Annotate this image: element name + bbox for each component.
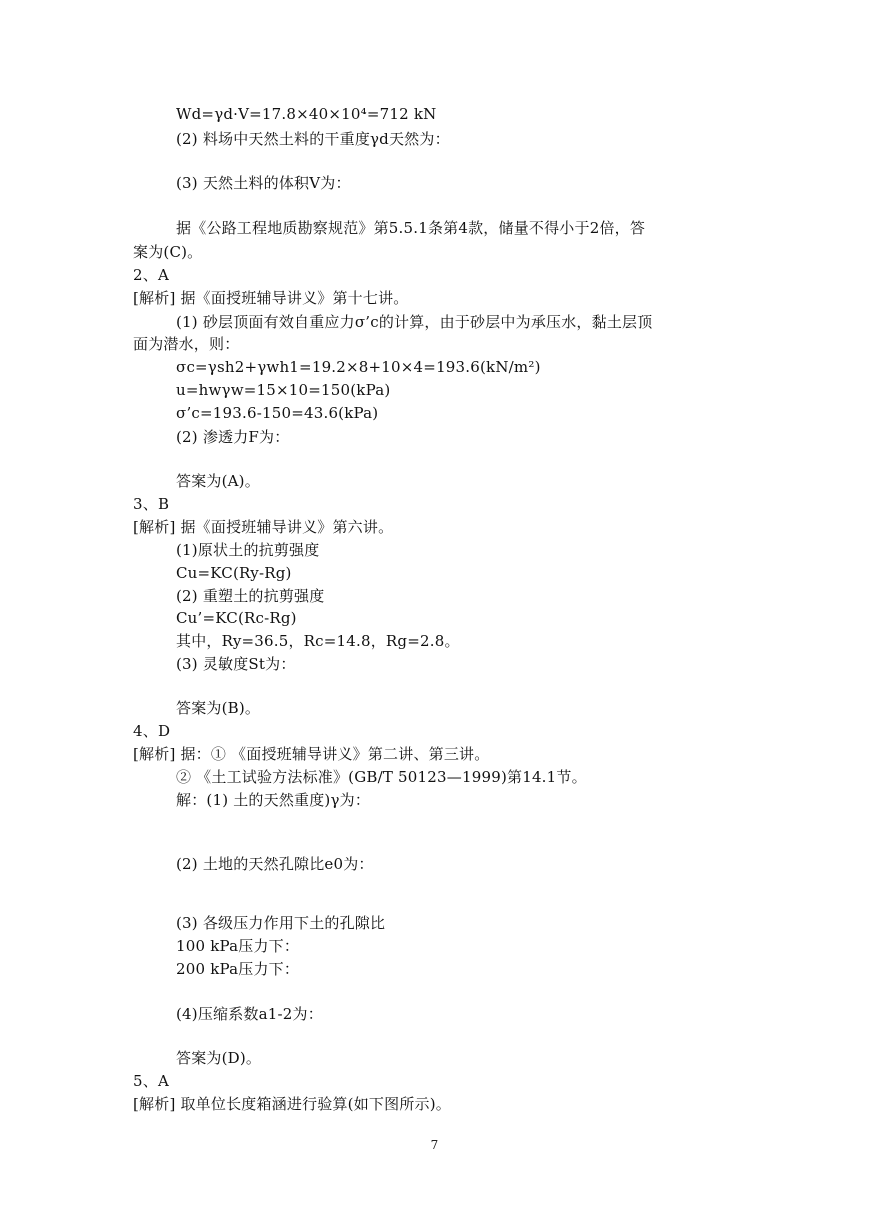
text-line: (1) 砂层顶面有效自重应力σ’c的计算，由于砂层中为承压水，黏土层顶 xyxy=(176,313,653,331)
text-line: (2) 料场中天然土料的干重度γd天然为： xyxy=(176,130,450,148)
answer-line: 答案为(D)。 xyxy=(176,1049,262,1067)
text-line: 面为潜水，则： xyxy=(133,335,240,353)
text-line: 其中，Ry=36.5，Rc=14.8，Rg=2.8。 xyxy=(176,632,460,650)
text-line: (1)原状土的抗剪强度 xyxy=(176,541,320,559)
analysis-heading: [解析] 据《面授班辅导讲义》第十七讲。 xyxy=(133,289,409,307)
question-number: 5、A xyxy=(133,1072,169,1090)
formula-line: σc=γsh2+γwh1=19.2×8+10×4=193.6(kN/m²) xyxy=(176,358,541,376)
text-line: ② 《土工试验方法标准》(GB/T 50123—1999)第14.1节。 xyxy=(176,768,587,786)
question-number: 2、A xyxy=(133,266,169,284)
answer-line: 答案为(A)。 xyxy=(176,472,260,490)
text-line: Wd=γd·V=17.8×40×10⁴=712 kN xyxy=(176,105,437,123)
formula-line: σ’c=193.6-150=43.6(kPa) xyxy=(176,404,379,422)
analysis-heading: [解析] 取单位长度箱涵进行验算(如下图所示)。 xyxy=(133,1095,451,1113)
page-number: 7 xyxy=(430,1138,439,1152)
text-line: (2) 渗透力F为： xyxy=(176,428,290,446)
analysis-heading: [解析] 据《面授班辅导讲义》第六讲。 xyxy=(133,518,394,536)
analysis-heading: [解析] 据：① 《面授班辅导讲义》第二讲、第三讲。 xyxy=(133,745,490,763)
formula-line: Cu’=KC(Rc-Rg) xyxy=(176,609,297,627)
text-line: (3) 天然土料的体积V为： xyxy=(176,174,351,192)
text-line: 据《公路工程地质勘察规范》第5.5.1条第4款，储量不得小于2倍，答 xyxy=(176,219,646,237)
text-line: (3) 各级压力作用下土的孔隙比 xyxy=(176,914,386,932)
question-number: 4、D xyxy=(133,722,171,740)
formula-line: u=hwγw=15×10=150(kPa) xyxy=(176,381,391,399)
text-line: 案为(C)。 xyxy=(133,243,203,261)
text-line: (2) 重塑土的抗剪强度 xyxy=(176,587,325,605)
text-line: (4)压缩系数a1-2为： xyxy=(176,1005,323,1023)
text-line: (3) 灵敏度St为： xyxy=(176,655,296,673)
text-line: (2) 土地的天然孔隙比e0为： xyxy=(176,855,374,873)
text-line: 解：(1) 土的天然重度)γ为： xyxy=(176,791,371,809)
text-line: 100 kPa压力下： xyxy=(176,937,300,955)
answer-line: 答案为(B)。 xyxy=(176,699,261,717)
question-number: 3、B xyxy=(133,495,170,513)
text-line: 200 kPa压力下： xyxy=(176,960,300,978)
formula-line: Cu=KC(Ry-Rg) xyxy=(176,564,292,582)
